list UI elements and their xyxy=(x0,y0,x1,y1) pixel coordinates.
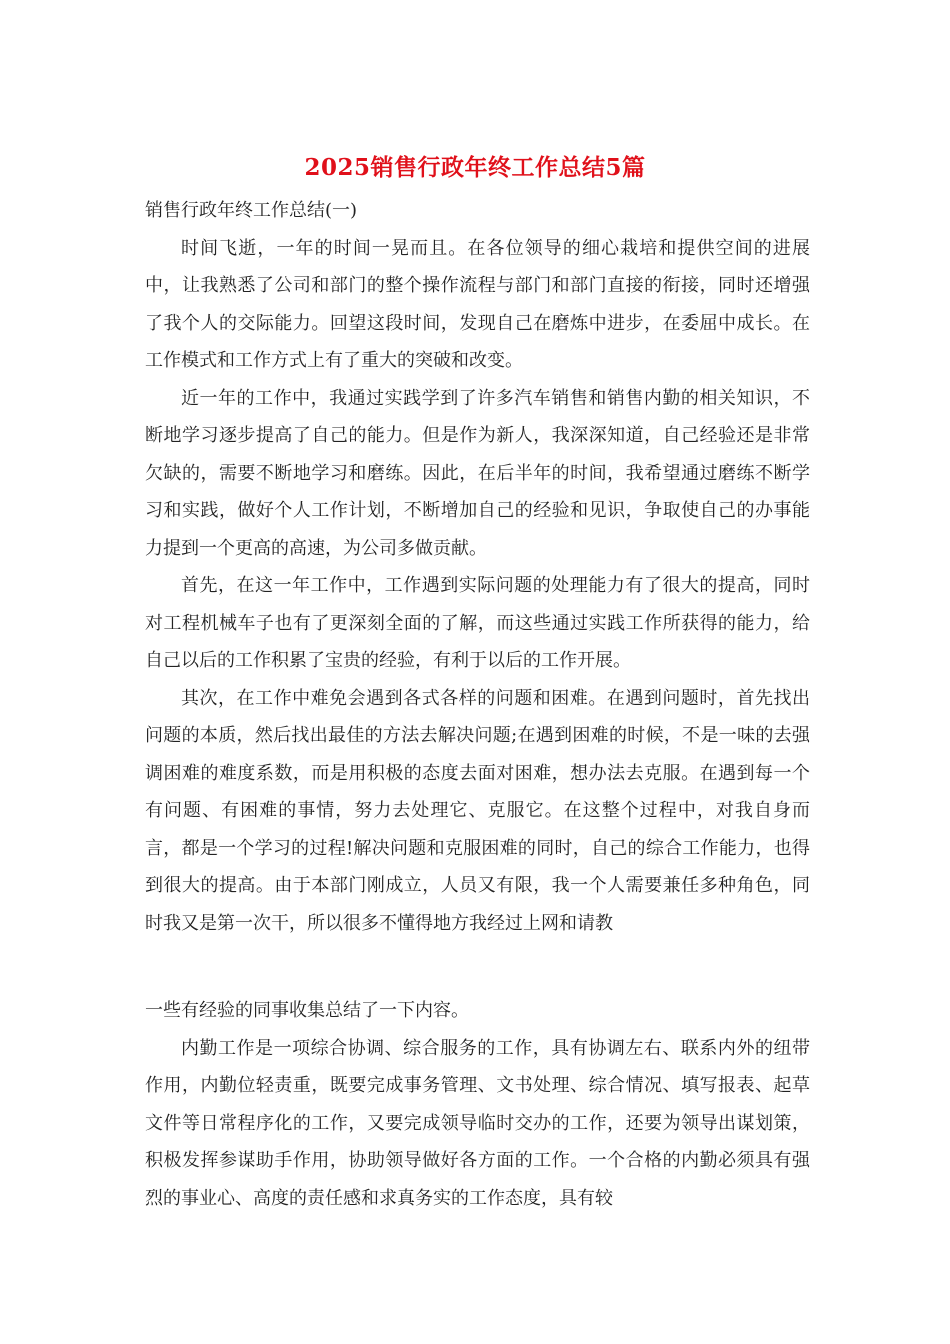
paragraph: 其次，在工作中难免会遇到各式各样的问题和困难。在遇到问题时，首先找出问题的本质，然后找出最佳的方法去解决问题;在遇到困难的时候，不是一味的去强调困难的难度系数，而是用积极的态度去面对困难，想办法去克服。在遇到每一个有问题、有困难的事情，努力去处理它、克服它。在这整个过程中，对我自身而言，都是一个学习的过程!解决问题和克服困难的同时，自己的综合工作能力，也得到很大的提高。由于本部门刚成立，人员又有限，我一个人需要兼任多种角色，同时我又是第一次干，所以很多不懂得地方我经过上网和请教 xyxy=(145,687,810,934)
paragraph: 内勤工作是一项综合协调、综合服务的工作，具有协调左右、联系内外的纽带作用，内勤位轻责重，既要完成事务管理、文书处理、综合情况、填写报表、起草文件等日常程序化的工作，又要完成领导临时交办的工作，还要为领导出谋划策，积极发挥参谋助手作用，协助领导做好各方面的工作。一个合格的内勤必须具有强烈的事业心、高度的责任感和求真务实的工作态度，具有较 xyxy=(145,1037,810,1209)
section-heading: 销售行政年终工作总结(一) xyxy=(145,200,358,221)
document-body-part-1 xyxy=(145,192,810,942)
continuation-line: 一些有经验的同事收集总结了一下内容。 xyxy=(145,1000,469,1021)
document-title: 2025销售行政年终工作总结5篇 xyxy=(304,154,646,181)
paragraph: 近一年的工作中，我通过实践学到了许多汽车销售和销售内勤的相关知识，不断地学习逐步提高了自己的能力。但是作为新人，我深深知道，自己经验还是非常欠缺的，需要不断地学习和磨练。因此，在后半年的时间，我希望通过磨练不断学习和实践，做好个人工作计划，不断增加自己的经验和见识，争取使自己的办事能力提到一个更高的高速，为公司多做贡献。 xyxy=(145,387,810,559)
paragraph: 时间飞逝，一年的时间一晃而且。在各位领导的细心栽培和提供空间的进展中，让我熟悉了公司和部门的整个操作流程与部门和部门直接的衔接，同时还增强了我个人的交际能力。回望这段时间，发现自己在磨炼中进步，在委屈中成长。在工作模式和工作方式上有了重大的突破和改变。 xyxy=(145,237,810,371)
document-body-part-2 xyxy=(145,992,810,1217)
paragraph: 首先，在这一年工作中，工作遇到实际问题的处理能力有了很大的提高，同时对工程机械车子也有了更深刻全面的了解，而这些通过实践工作所获得的能力，给自己以后的工作积累了宝贵的经验，有利于以后的工作开展。 xyxy=(145,575,810,671)
